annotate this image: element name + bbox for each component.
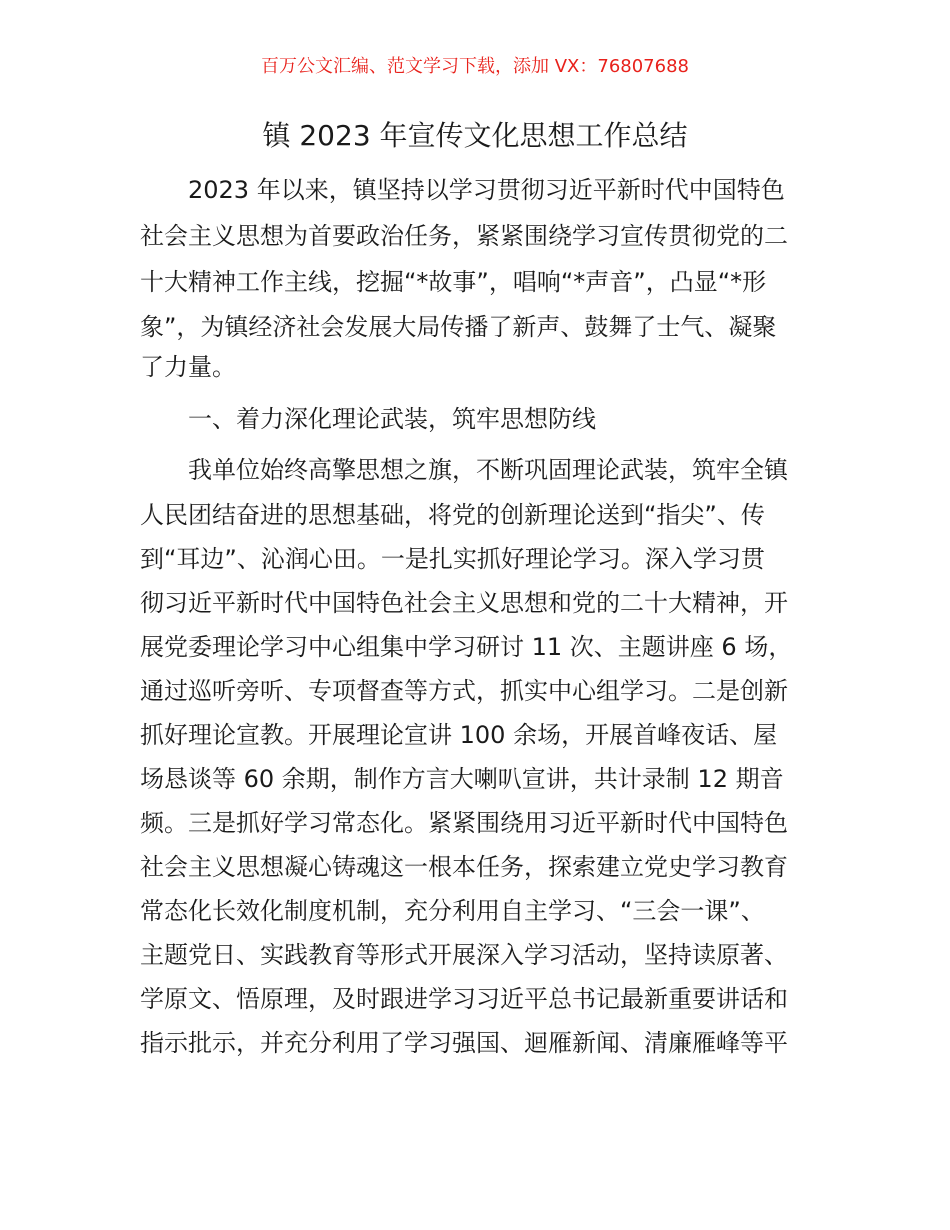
paragraph-line: 主题党日、实践教育等形式开展深入学习活动，坚持读原著、: [140, 941, 788, 969]
paragraph-line: 了力量。: [140, 353, 236, 381]
paragraph-line: 抓好理论宣教。开展理论宣讲 100 余场，开展首峰夜话、屋: [140, 721, 778, 749]
paragraph-line: 常态化长效化制度机制，充分利用自主学习、“三会一课”、: [140, 897, 765, 925]
paragraph-line: 场恳谈等 60 余期，制作方言大喇叭宣讲，共计录制 12 期音: [140, 765, 784, 793]
paragraph-line: 2023 年以来，镇坚持以学习贯彻习近平新时代中国特色: [188, 176, 785, 204]
paragraph-line: 十大精神工作主线，挖掘“*故事”，唱响“*声音”，凸显“*形: [140, 268, 767, 296]
paragraph-line: 通过巡听旁听、专项督查等方式，抓实中心组学习。二是创新: [140, 677, 788, 705]
paragraph-line: 频。三是抓好学习常态化。紧紧围绕用习近平新时代中国特色: [140, 809, 788, 837]
header-banner: 百万公文汇编、范文学习下载，添加 VX：76807688: [261, 56, 689, 77]
paragraph-line: 指示批示，并充分利用了学习强国、迴雁新闻、清廉雁峰等平: [140, 1029, 788, 1057]
paragraph-line: 社会主义思想为首要政治任务，紧紧围绕学习宣传贯彻党的二: [140, 222, 788, 250]
paragraph-line: 展党委理论学习中心组集中学习研讨 11 次、主题讲座 6 场，: [140, 633, 793, 661]
paragraph-line: 彻习近平新时代中国特色社会主义思想和党的二十大精神，开: [140, 589, 788, 617]
paragraph-line: 社会主义思想凝心铸魂这一根本任务，探索建立党史学习教育: [140, 853, 788, 881]
paragraph-line: 到“耳边”、沁润心田。一是扎实抓好理论学习。深入学习贯: [140, 545, 765, 573]
document-title: 镇 2023 年宣传文化思想工作总结: [262, 119, 688, 152]
paragraph-line: 象”，为镇经济社会发展大局传播了新声、鼓舞了士气、凝聚: [140, 313, 777, 341]
section-heading: 一、着力深化理论武装，筑牢思想防线: [188, 405, 596, 433]
paragraph-line: 我单位始终高擎思想之旗，不断巩固理论武装，筑牢全镇: [188, 456, 788, 484]
paragraph-line: 人民团结奋进的思想基础，将党的创新理论送到“指尖”、传: [140, 501, 765, 529]
paragraph-line: 学原文、悟原理，及时跟进学习习近平总书记最新重要讲话和: [140, 985, 788, 1013]
